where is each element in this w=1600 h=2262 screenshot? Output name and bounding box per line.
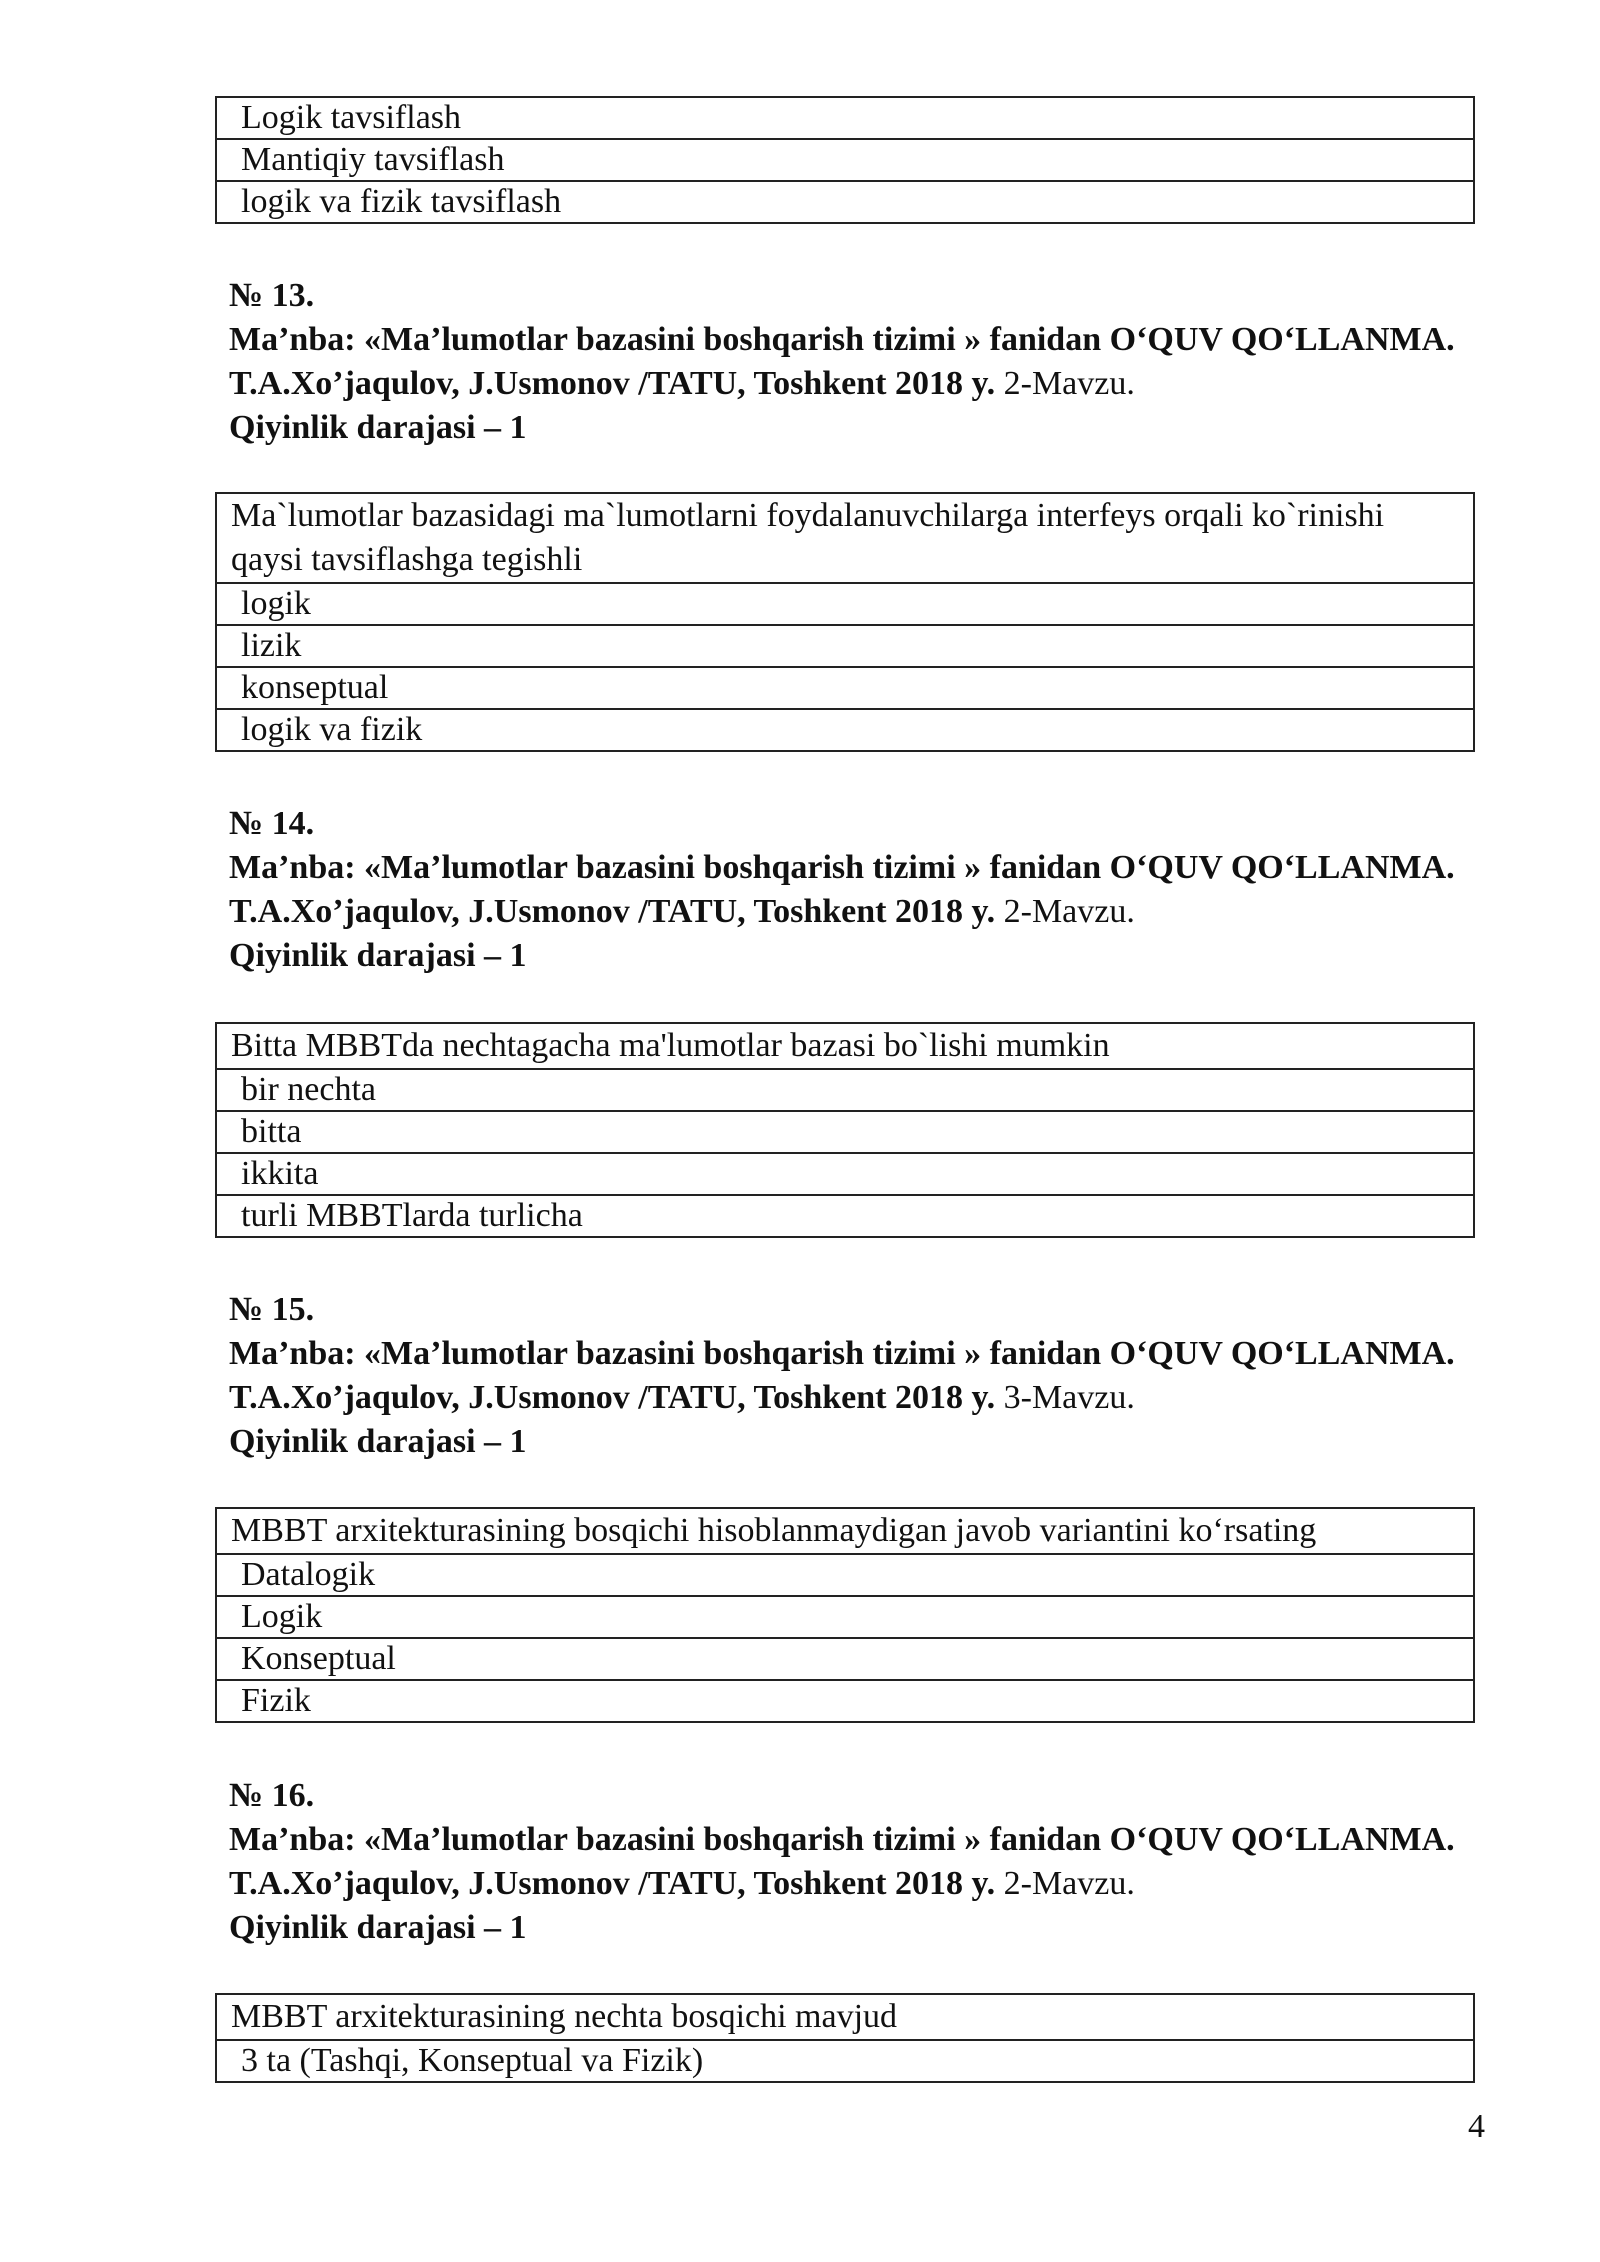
answer-option: Datalogik xyxy=(216,1554,1474,1596)
question-header-16 xyxy=(229,1774,1469,1950)
question-text: MBBT arxitekturasining bosqichi hisoblanmaydigan javob variantini ko‘rsating xyxy=(216,1508,1474,1554)
source-topic: 2-Mavzu. xyxy=(995,893,1135,930)
answer-option: logik va fizik xyxy=(216,709,1474,751)
question-table-14 xyxy=(215,1022,1475,1238)
answer-option: Konseptual xyxy=(216,1638,1474,1680)
difficulty-level: Qiyinlik darajasi – 1 xyxy=(229,1909,527,1946)
question-table-16 xyxy=(215,1993,1475,2083)
source-reference: Ma’nba: «Ma’lumotlar bazasini boshqarish tizimi » fanidan O‘QUV QO‘LLANMA. T.A.Xo’jaqulov, J.Usmonov /TATU, Toshkent 2018 y. xyxy=(229,1335,1455,1416)
question-header-15 xyxy=(229,1288,1469,1464)
answer-option: turli MBBTlarda turlicha xyxy=(216,1195,1474,1237)
question-text: MBBT arxitekturasining nechta bosqichi mavjud xyxy=(216,1994,1474,2040)
answer-option: Logik tavsiflash xyxy=(216,97,1474,139)
source-topic: 3-Mavzu. xyxy=(995,1379,1135,1416)
answer-option: lizik xyxy=(216,625,1474,667)
answer-option: Fizik xyxy=(216,1680,1474,1722)
page-number: 4 xyxy=(1468,2108,1485,2145)
source-topic: 2-Mavzu. xyxy=(995,365,1135,402)
question-number: № 14. xyxy=(229,805,315,842)
source-reference: Ma’nba: «Ma’lumotlar bazasini boshqarish tizimi » fanidan O‘QUV QO‘LLANMA. T.A.Xo’jaqulov, J.Usmonov /TATU, Toshkent 2018 y. xyxy=(229,1821,1455,1902)
answer-option: konseptual xyxy=(216,667,1474,709)
question-header-13 xyxy=(229,274,1469,450)
answer-option: 3 ta (Tashqi, Konseptual va Fizik) xyxy=(216,2040,1474,2082)
question-table-15 xyxy=(215,1507,1475,1723)
source-topic: 2-Mavzu. xyxy=(995,1865,1135,1902)
question-text: Ma`lumotlar bazasidagi ma`lumotlarni foydalanuvchilarga interfeys orqali ko`rinishi qaysi tavsiflashga tegishli xyxy=(216,493,1474,583)
answer-option: logik va fizik tavsiflash xyxy=(216,181,1474,223)
source-reference: Ma’nba: «Ma’lumotlar bazasini boshqarish tizimi » fanidan O‘QUV QO‘LLANMA. T.A.Xo’jaqulov, J.Usmonov /TATU, Toshkent 2018 y. xyxy=(229,321,1455,402)
answer-option: logik xyxy=(216,583,1474,625)
answer-option: Logik xyxy=(216,1596,1474,1638)
answer-option: bitta xyxy=(216,1111,1474,1153)
answer-option: ikkita xyxy=(216,1153,1474,1195)
difficulty-level: Qiyinlik darajasi – 1 xyxy=(229,1423,527,1460)
source-reference: Ma’nba: «Ma’lumotlar bazasini boshqarish tizimi » fanidan O‘QUV QO‘LLANMA. T.A.Xo’jaqulov, J.Usmonov /TATU, Toshkent 2018 y. xyxy=(229,849,1455,930)
question-header-14 xyxy=(229,802,1469,978)
question-number: № 15. xyxy=(229,1291,315,1328)
question-table-13 xyxy=(215,492,1475,752)
difficulty-level: Qiyinlik darajasi – 1 xyxy=(229,937,527,974)
question-number: № 16. xyxy=(229,1777,315,1814)
question-number: № 13. xyxy=(229,277,315,314)
difficulty-level: Qiyinlik darajasi – 1 xyxy=(229,409,527,446)
answer-option: bir nechta xyxy=(216,1069,1474,1111)
question-text: Bitta MBBTda nechtagacha ma'lumotlar bazasi bo`lishi mumkin xyxy=(216,1023,1474,1069)
answer-table-top xyxy=(215,96,1475,224)
answer-option: Mantiqiy tavsiflash xyxy=(216,139,1474,181)
